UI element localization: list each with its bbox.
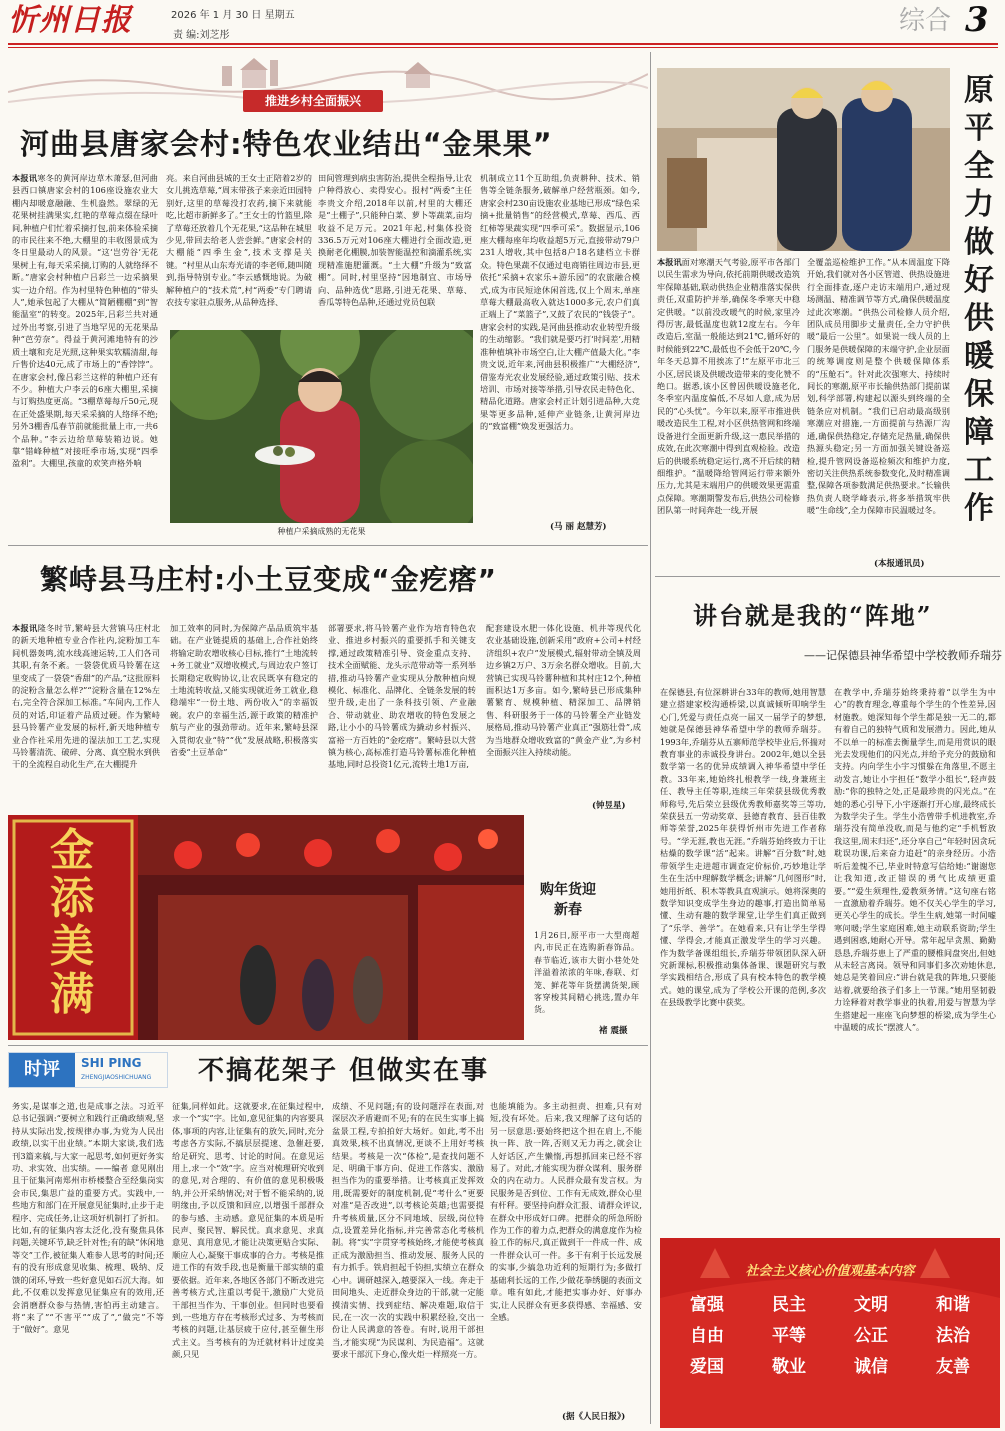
teacher-col1: 在保德县,有位深耕讲台33年的教师,她用智慧建立搭建家校沟通桥梁,以真诚倾听叩响学生心门,凭爱与责任点亮一届又一届学子的梦想,她就是保德县神华希望中学的教师乔瑞芬。1993年,乔瑞芬从五寨师范学校毕业后,怀揣对教育事业的赤诚投身讲台。2002年,她以全县数学第一名的优异成绩调入神华希望中学任教。33年来,她始终扎根教学一线,身兼班主任、教导主任等职,连续三年荣获县级优秀教师称号,先后荣立县级优秀教师嘉奖等三等功,荣获县五一劳动奖章、县德育教育、县百佳教师等荣誉,2025年获得忻州市先进工作者称号。“学无涯,教也无涯。”乔瑞芬始终致力于让枯燥的数学课“活”起来。讲解“百分数”时,她带领学生走进超市调查定价标价,巧妙地让学生在生活中理解数学概念;讲解“几何图形”时,她用折纸、积木等教具直观演示。她将深奥的数学知识变成学生身边的趣事,打造出简单易懂、生动有趣的数学课堂,让学生们真正做到了“乐学、善学”。在她看来,只有让学生学得懂、学得会,才能真正激发学生的学习兴趣。作为数学备课组组长,乔瑞芬带领团队深入研究新课标,积极推动集体备课、课题研究与教学实践相结合,形成了具有校本特色的教学模式。她的课堂,成为了学校公开课的范例,多次在县级教学比赛中获奖。 <box>660 687 826 1008</box>
value-item: 富强 <box>690 1295 724 1315</box>
value-item: 民主 <box>772 1295 806 1315</box>
fig-picking-photo <box>170 330 473 523</box>
article2-col3: 部署要求,将马铃薯产业作为培育特色农业、推进乡村振兴的重要抓手和关键支撑,通过政策精准引导、资金重点支持、技术全面赋能、龙头示范带动等一系列举措,推动马铃薯产业实现从分散种植向规模化、标准化、品牌化、全链条发展的转型升级,走出了一条科技引领、产业融合、带动就业、助农增收的特色发展之路,让小小的马铃薯成为撬动乡村振兴、富裕一方百姓的“金疙瘩”。繁峙县以大营镇为核心,高标准打造马铃薯标准化种植基地,同时总投资1亿元,流转土地1万亩, <box>328 623 476 770</box>
core-values-title: 社会主义核心价值观基本内容 <box>745 1264 915 1279</box>
article2-headline: 繁峙县马庄村:小土豆变成“金疙瘩” <box>40 563 498 596</box>
article-right-vertical-headline: 原平全力做好供暖保障工作 <box>964 73 994 526</box>
photo3-title: 购年货迎新春 <box>540 882 596 918</box>
value-item: 友善 <box>936 1357 970 1377</box>
value-item: 诚信 <box>854 1357 888 1377</box>
value-item: 公正 <box>854 1326 888 1346</box>
shop-sign-text: 金添美满 <box>50 825 94 1020</box>
value-item: 爱国 <box>690 1357 724 1377</box>
core-values-box <box>660 1238 1000 1428</box>
article2-col4: 配套建设水肥一体化设施、机井等现代化农业基础设施,创新采用“政府+公司+村经济组织+农户”发展模式,辐射带动全镇及周边乡镇2万户、3万余名群众增收。目前,大营镇已实现马铃薯种植和其村庄12个,种植面积达1万多亩。如今,繁峙县已形成集种薯繁育、规模种植、精深加工、品牌销售、科研服务于一体的马铃薯全产业链发展格局,推动马铃薯产业真正“强筋壮骨”,成为当地群众增收致富的“黄金产业”,为乡村全面振兴注入持续动能。 <box>486 623 641 758</box>
article1-col4: 机制成立11个互助组,负责耕种、技术、销售等全链条服务,破解单户经营瓶颈。如今,唐家会村230亩设施农业基地已形成“绿色采摘+批量销售”的经营模式,草莓、西瓜、西红柿等果蔬实现“四季可采”。数据显示,106座大棚每座年均收益超5万元,直接带动79户231人增收,其中包括8户18名建档立卡群众。特色果蔬不仅通过电商销往周边市县,更依托“采摘+农家乐+游乐园”的农旅融合模式,成为市民短途休闲首选,仅上个周末,单座草莓大棚最高收入就达1000多元,农户们真正端上了“菜篮子”,又鼓了农民的“钱袋子”。唐家会村的实践,是河曲县推动农业转型升级的生动缩影。“我们就是要巧打‘时间差’,用精准种植填补市场空白,让大棚产值最大化。”李贵文说,近年来,河曲县积极推广“大棚经济”,借鉴寿光农业发展经验,通过政策引贴、技术培训、市场对接等举措,引导农民走特色化、精品化道路。唐家会村正计划引进品种,大竞果等更多品种,延伸产业链条,让黄河岸边的“致富棚”焕发更强活力。 <box>480 173 640 432</box>
article-right-byline: (本报通讯员) <box>874 559 925 569</box>
article1-lead: 本报讯 <box>12 173 38 183</box>
value-item: 法治 <box>936 1326 970 1346</box>
article1-col3: 田间管理到病虫害防治,提供全程指导,让农户种得放心、卖得安心。报村“两委”主任李贵文介绍,2018年以前,村里的大棚还是“土棚子”,只能种白菜、萝卜等蔬菜,亩均收益不足万元。2021年起,村集体投资336.5万元对106座大棚进行全面改造,更换耐老化棚膜,加装智能温控和滴灌系统,实现精准施肥灌溉。“土大棚”升级为“致富棚”。同时,村里坚持“因地制宜、市场导向、品种选优”思路,引进无花果、草莓、香瓜等特色品种,还通过党员包联 <box>318 173 472 308</box>
fig-heating-photo <box>657 68 950 251</box>
article-right-col1: 本报讯面对寒潮天气考验,原平市各部门以民生需求为导向,依托前期供暖改造筑牢保障基础,联动供热企业精准落实保供责任,双重防护并举,确保冬季寒天中稳定供暖。“以前没改暖气的时候,家里冷得厉害,最低温度也就12度左右。今年改造后,室温一般能达到21℃,循环好的时候能到22℃,最低也不会低于20℃,今年冬天总算不用挨冻了!”左原平市北三小区,居民谈及供暖改造带来的变化赞不绝口。据悉,该小区曾因供暖设施老化,冬季室内温度偏低,不尽如人意,成为居民的“心头忧”。今年以来,原平市推进供暖改造民生工程,对小区供热管网和终端设备进行全面更新升级,这一惠民举措的成效,在此次寒潮中得到直观检验。改造后的供暖系统稳定运行,离不开后续的精细维护。“温暖降给管网运行带来额外压力,尤其是末端用户的供暖效果更需重点保障。寒潮期警发布后,供热公司检修团队第一时间奔赴一线,开展 <box>657 257 800 516</box>
shiping-col2: 征集,同样如此。这就要求,在征集过程中,求一个“实”字。比如,意见征集的内容要具体,事项的内容,让征集有的放矢,同时,充分考虑各方实际,不搞层层提速、急催赶要,给足研究、思考、讨论的时间。在意见运用上,求一个“效”字。应当对梳理研究收到的意见,对合理的、有价值的意见积极吸纳,并公开采纳情况;对于暂不能采纳的,说明缘由,予以反馈和回应,以增强千部群众的参与感、主动感。意见征集的本质是听民声、聚民智、解民忧。真求意见、求真意见、真用意见,才能让决策更贴合实际、顺应人心,凝聚干事成事的合力。考核是推进工作的有效手段,也是衡量干部实绩的重要依据。近年来,各地区各部门不断改进完善考核方式,注重以考促干,激励广大党员干部担当作为、干事创业。但同时也要看到,一些地方存在考核形式过多、为考核而考核的问题,让基层疲于应付,甚至催生形式主义。当考核有的为迁就材料计过度美颜,只见 <box>172 1101 324 1360</box>
shiping-byline: (据《人民日报》) <box>562 1412 626 1422</box>
article2-col1: 本报讯隆冬时节,繁峙县大营镇马庄村北的新天地种植专业合作社内,淀粉加工车间机器轰鸣,流水线高速运转,工人们各司其职,有条不紊。一袋袋优质马铃薯在这里变成了一袋袋“香甜”的产品,“这批原料的淀粉含量怎么样?”“淀粉含量在12%左右,完全符合深加工标准。”车间内,工作人员的对话,印证着产品质过硬。作为繁峙县马铃薯产业发展的标杆,新天地种植专业合作社采用先进的湿法加工工艺,实现马铃薯清洗、破碎、分离、真空脱水到供干的全流程自动化生产,在大棚提升 <box>12 623 160 770</box>
fig-newyear-shopping-photo <box>8 815 524 1040</box>
value-item: 自由 <box>690 1326 724 1346</box>
core-values-grid <box>690 1290 970 1377</box>
teacher-col2: 在教学中,乔瑞芬始终秉持着“以学生为中心”的教育理念,尊重每个学生的个性差异,因材施教。她深知每个学生都是独一无二的,都有着自己的独特气质和发展潜力。因此,她从不以单一的标准去衡量学生,而是用赏识的眼光去发现他们的闪光点,并给予充分的鼓励和支持。内向学生小宇习惯躲在角落里,不愿主动发言,她让小宇担任“数学小组长”,轻声鼓励:“你的独特之处,正是最珍贵的闪光点。”在她的悉心引导下,小宇逐渐打开心扉,最终成长为数学尖子生。学生小浩曾带手机进教室,乔瑞芬没有简单没收,而是与他约定“手机暂放我这里,周末归还”,还分享自己“年轻时因贪玩耽误功课,后来奋力追赶”的亲身经历。小浩听后羞愧不已,毕业时特意写信给她:“谢谢您让我知道,改正错误的勇气比成绩更重要。”“爱生须理性,爱教须务情。”这句座右铭一直激励着乔瑞芬。她不仅关心学生的学习,更关心学生的成长。学生生病,她第一时间嘘寒问暖;学生家庭困难,她主动联系资助;学生遇到困惑,她耐心开导。常年起早贪黑、勤勤恳恳,乔瑞芬患上了严重的腰椎间盘突出,但她从未轻言离岗。领导和同事们多次劝她休息,她总是笑着回应:“讲台就是我的阵地,只要能站着,就要给孩子们多上一节课。”她用坚韧毅力诠释着对教学事业的执着,用爱与智慧为学生搭建起一座座飞向梦想的桥梁,成为学生心中温暖的成长“摆渡人”。 <box>834 687 996 1032</box>
article2-col2: 加工效率的同时,为保障产品品质筑牢基础。在产业链提质的基础上,合作社始终将输定助农增收核心目标,推行“土地流转+务工就业”双增收模式,与周边农户签订长期稳定收购协议,让农民既享有稳定的土地流转收益,又能实现就近务工就业,稳稳端牢“一份土地、两份收入”的幸福饭碗。农户的幸福生活,源于政策的精准护航与产业的强劲带动。近年来,繁峙县深入贯彻农业“特”“优”发展战略,积极落实省委“土豆革命” <box>170 623 318 758</box>
value-item: 平等 <box>772 1326 806 1346</box>
page-number: 3 <box>965 0 989 40</box>
date-line: 2026 年 1 月 30 日 星期五 <box>171 10 295 21</box>
newspaper-logo: 忻州日报 <box>8 3 132 38</box>
teacher-headline: 讲台就是我的“阵地” <box>693 601 933 630</box>
article-right-col2: 全覆盖巡检维护工作。”从本周温度下降开始,我们就对各小区管道、供热设施进行全面排查,逐户走访末端用户,通过现场测温、精准调节等方式,确保供暖温度过此次寒潮。“供热公司检修人员介绍,团队成员用脚步丈量责任,全力守护供暖“最后一公里”。如果说一线人员的上门服务是供暖保障的末端守护,企业层面的统筹调度则是整个供暖保障体系的“压舱石”。针对此次强寒大、持续时间长的寒潮,原平市长输供热部门提前谋划,科学部署,构建起以源头到终端的全链条应对机制。“我们已启动最高级别寒潮应对措施,一方面提前与热源厂沟通,确保供热稳定,存储充足热量,确保供热源头稳定;另一方面加强关键设备巡检,提升管网设备巡检频次和维护力度,密切关注供热系统参数变化,及时精准调整,保障各项参数满足供热要求。”长输供热负责人晓学峰表示,将多举措筑牢供暖“生命线”,全力保障市民温暖过冬。 <box>807 257 950 516</box>
banner-label: 推进乡村全面振兴 <box>243 90 383 112</box>
article1-col2: 亮。来自河曲县城的王女士正陪着2岁的女儿挑选草莓,“周末带孩子来亲近田园特别好,这里的草莓没打农药,摘下来就能吃,比超市新鲜多了。”王女士的竹篮里,除了草莓还放着几个无花果,“这品种在城里少见,带回去给老人尝尝鲜。”唐家会村的大棚能“四季生金”,技术支撑是关键。“村里从山东寿光请的李老师,随叫随到,指导特别专业。”李云感慨地说。为破解种植户的“技术荒”,村“两委”专门聘请农技专家驻点服务,从品种选择、 <box>166 173 312 308</box>
article2-byline: (钟昱星) <box>592 801 626 811</box>
article1-byline: (马 丽 赵慧芳) <box>550 522 607 532</box>
value-item: 文明 <box>854 1295 888 1315</box>
photo3-byline: 褚 震摄 <box>599 1026 628 1036</box>
shiping-col3: 成绩、不见问题;有的设问题浮在表面,对深层次矛盾避而不见;有的在民生实事上搞盆景工程,专拍拍好大场好。如此,考不出真效果,核不出真情况,更谈不上用好考核结果。考核是一次“体检”,是查找问题不足、明确干事方向、促进工作落实、激励担当作为的重要举措。让考核真正发挥效用,既需要好的制度机制,促“考什么”更要对准“是否改进”,以考核论英雄;也需要提升考核质量,区分不同地域、层级,岗位特点,设置差异化指标,并完善常态化考核机制。将“实”字贯穿考核始终,才能使考核真正成为激励担当、推动发展、服务人民的有力抓手。铁肩担起千钧担,实绩立在群众心中。调研越深入,越要深入一线。奔走于田间地头、走近群众身边的干部,就一定能摸清实情、找到症结、解决难题,取信于民,在一次一次的实践中积累经验,交出一份让人民满意的答卷。有时,说用干部担当,才能实现“为民谋利、为民造福”。这就要求干部沉下身心,像火炬一样照亮一方。 <box>332 1101 484 1360</box>
article1-headline: 河曲县唐家会村:特色农业结出“金果果” <box>20 127 553 161</box>
teacher-subhead: ——记保德县神华希望中学校教师乔瑞芬 <box>804 649 1002 662</box>
editor-line: 责 编:刘芝彤 <box>173 30 230 41</box>
value-item: 和谐 <box>936 1295 970 1315</box>
section-name: 综合 <box>899 6 952 36</box>
article1-photo-caption: 种植户采摘成熟的无花果 <box>277 527 366 536</box>
article1-col1: 本报讯寒冬的黄河岸边草木萧瑟,但河曲县西口镇唐家会村的106座设施农业大棚内却暖意融融、生机盎然。翠绿的无花果树挂满果实,红艳的草莓点缀在绿叶间,种植户们忙着采摘打包,前来体验采摘的市民往来不绝,大棚里的丰收图景成为冬日里最动人的风景。“这‘岂劳谷’无花果树上有,每天采采摘,订购的人就络绎不断。”唐家会村种植户吕彩兰一边采摘果实一边介绍。作为村里特色种植的“带头人”,她承包起了大棚从“简陋棚棚”到“智能温室”的转变。2025年,吕彩兰共对通过外出考察,引进了当地罕见的无花果品种“芭劳奈”。得益于黄河滩地特有的沙质土壤和充足光照,这种果实软糯清甜,每斤售价达40元,成了市场上的“香饽饽”。在唐家会村,像吕彩兰这样的种植户还有不少。种植大户李云的6座大棚里,采摘与订购热度更高。“3棚草莓每斤50元,现在正处盛果期,每天采采摘的人络绎不绝;另外3棚香瓜春节前就能批量上市,一共6个品种。”李云边给草莓装箱边说。她靠“错峰种植”对接旺季市场,实现“四季盈利”。大棚里,孩童的欢笑声格外响 <box>12 173 158 469</box>
shiping-headline: 不搞花架子 但做实在事 <box>198 1056 490 1086</box>
photo3-caption: 1月26日,原平市一大型商超内,市民正在选购新春饰品。春节临近,该市大街小巷处处洋溢着浓浓的年味,春联、灯笼、鲜花等年货摆满货架,顾客穿梭其间精心挑选,置办年货。 <box>534 931 639 1015</box>
masthead <box>0 0 1005 44</box>
shiping-col1: 务实,是谋事之道,也是成事之法。习近平总书记强调:“要树立和践行正确政绩观,坚持从实际出发,按规律办事,为党为人民出政绩,以实干出业绩。”本期大家谈,我们选刊3篇来稿,与大家一起思考,如何更好务实功、求实效、出实绩。——编者 意见刚出且于征集河南郑州市桥楼整合至经集岗实会市民,集思广益的重要方式。实践中,一些地方和部门在开展意见征集时,止步于走程序、完成任务,让这项好机制打了折扣。比如,有的征集内容太泛化,没有聚焦具体问题,关键环节,缺乏针对性;有的缺“休闲地等交”工作,被征集人难参人思考的时间;还有的没有形成意见收集、梳理、吸纳、反馈的闭环,导致一些好意见如石沉大海。如此,不仅难以发挥意见征集应有的效用,还会消磨群众参与热情,害怕再主动建言。将“来了”“不害平”“成了”,“做完”不等于“做好”。意见 <box>12 1101 164 1335</box>
value-item: 敬业 <box>772 1357 806 1377</box>
shiping-tag: 时评 SHI PING ZHENGJIAOSHICHUANG <box>8 1052 168 1088</box>
shiping-col4: 也能填能为。多主动担责、担难,只有对短,没有坏处。后来,我又理解了这句话的另一层意思:要始终把这个担在肩上,不能执一阵、放一阵,否则又无力再之,就会让人好话区,产生懒惰,再想抓回来已经不容易了。对此,才能实现为群众谋利、服务群众的内在动力。人民群众最有发言权。为民服务是否到位、工作有无成效,群众心里有杆秤。要坚持向群众汇报、请群众评议,在群众中形成好口碑。把群众的所急所盼作为工作的着力点,把群众的满意度作为检验工作的标尺,真正做到干一件成一件、成一件群众认可一件。多干有利于长远发展的实事,少搞急功近利的短期行为;多做打基础利长远的工作,少做花拳绣腿的表面文章。唯有如此,才能把实事办好、好事办实,让人民群众有更多获得感、幸福感、安全感。 <box>490 1101 642 1322</box>
